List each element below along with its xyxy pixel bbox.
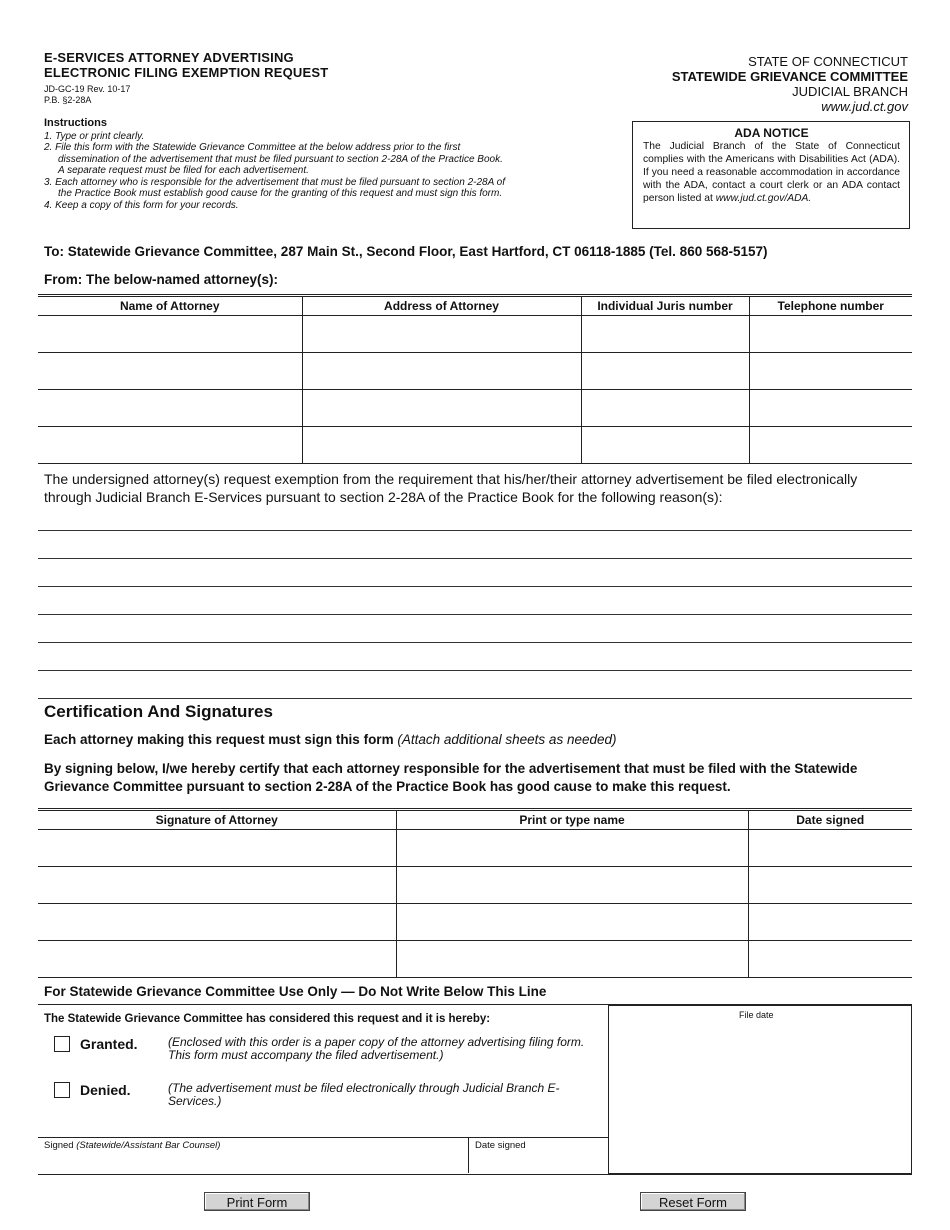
form-number-block (44, 84, 130, 106)
signature-table-header (38, 810, 912, 830)
branch-name: JUDICIAL BRANCH (792, 84, 908, 99)
form-number: JD-GC-19 Rev. 10-17 (44, 84, 131, 94)
reason-line[interactable] (38, 670, 912, 671)
committee-date-signed-field[interactable] (468, 1138, 608, 1173)
each-attorney-note (44, 732, 617, 747)
committee-use-heading: For Statewide Grievance Committee Use Only — Do Not Write Below This Line (44, 984, 547, 999)
each-attorney-bold: Each attorney making this request must sign this form (44, 732, 394, 747)
instruction-item: dissemination of the advertisement that must be filed pursuant to section 2-28A of the Practice Book. (58, 153, 503, 165)
attorney-table-header (38, 296, 912, 316)
granted-label: Granted. (80, 1036, 138, 1052)
reason-statement: The undersigned attorney(s) request exemption from the requirement that his/her/their attorney advertisement be filed electronically through Judicial Branch E-Services pursuant to section 2-28A of the Practice Book for the following reason(s): (44, 471, 858, 505)
considered-text: The Statewide Grievance Committee has considered this request and it is hereby: (44, 1013, 491, 1025)
committee-use-box (38, 1004, 912, 1175)
ada-notice (632, 121, 910, 229)
reset-form-button[interactable]: Reset Form (640, 1192, 746, 1211)
reason-line[interactable] (38, 642, 912, 643)
state-name: STATE OF CONNECTICUT (748, 54, 908, 69)
instruction-item: 3. Each attorney who is responsible for the advertisement that must be filed pursuant to section 2-28A of (44, 176, 505, 188)
file-date-label: File date (739, 1010, 774, 1020)
attorney-address-field[interactable] (302, 353, 581, 390)
print-form-button[interactable]: Print Form (204, 1192, 310, 1211)
reason-line[interactable] (38, 530, 912, 531)
telephone-field[interactable] (749, 427, 912, 464)
form-title (44, 50, 328, 80)
signed-row (38, 1137, 608, 1174)
table-row (38, 941, 912, 978)
reason-line[interactable] (38, 586, 912, 587)
committee-date-signed-label: Date signed (475, 1140, 526, 1151)
juris-number-field[interactable] (581, 353, 749, 390)
table-row (38, 390, 912, 427)
telephone-field[interactable] (749, 390, 912, 427)
table-row (38, 427, 912, 464)
signature-field[interactable] (38, 904, 396, 941)
signed-label: Signed (44, 1140, 74, 1151)
attorney-address-field[interactable] (302, 390, 581, 427)
attorney-table (38, 294, 912, 464)
attorney-name-field[interactable] (38, 353, 302, 390)
reason-line[interactable] (38, 698, 912, 699)
table-row (38, 867, 912, 904)
granted-checkbox[interactable] (54, 1036, 70, 1052)
website: www.jud.ct.gov (821, 99, 908, 114)
practice-book-rule: P.B. §2-28A (44, 95, 92, 105)
reason-line[interactable] (38, 614, 912, 615)
certification-statement: By signing below, I/we hereby certify that each attorney responsible for the advertisement that must be filed with the Statewide Grievance Committee pursuant to section 2-28A of the Practice Book has good cause to make this request. (44, 761, 858, 794)
signature-table (38, 808, 912, 978)
col-print-or-type-name: Print or type name (396, 810, 748, 830)
col-signature-of-attorney: Signature of Attorney (38, 810, 396, 830)
to-line: To: Statewide Grievance Committee, 287 Main St., Second Floor, East Hartford, CT 06118-1885 (Tel. 860 568-5157) (44, 244, 768, 259)
date-signed-field[interactable] (748, 941, 912, 978)
reason-line[interactable] (38, 558, 912, 559)
instruction-item: 2. File this form with the Statewide Grievance Committee at the below address prior to the first (44, 142, 461, 153)
from-line: From: The below-named attorney(s): (44, 272, 279, 287)
col-telephone-number: Telephone number (749, 296, 912, 316)
each-attorney-italic: (Attach additional sheets as needed) (397, 732, 617, 747)
table-row (38, 904, 912, 941)
print-name-field[interactable] (396, 904, 748, 941)
attorney-address-field[interactable] (302, 427, 581, 464)
print-name-field[interactable] (396, 941, 748, 978)
col-date-signed: Date signed (748, 810, 912, 830)
agency-block (672, 54, 908, 114)
table-row (38, 353, 912, 390)
juris-number-field[interactable] (581, 390, 749, 427)
ada-heading: ADA NOTICE (734, 126, 809, 140)
ada-link: www.jud.ct.gov/ADA. (715, 193, 812, 204)
print-name-field[interactable] (396, 830, 748, 867)
date-signed-field[interactable] (748, 867, 912, 904)
table-row (38, 316, 912, 353)
file-date-box[interactable] (608, 1005, 912, 1174)
juris-number-field[interactable] (581, 316, 749, 353)
instruction-item: 1. Type or print clearly. (44, 130, 145, 142)
col-address-of-attorney: Address of Attorney (302, 296, 581, 316)
signature-field[interactable] (38, 867, 396, 904)
denied-label: Denied. (80, 1082, 131, 1098)
instructions-heading: Instructions (44, 117, 107, 129)
telephone-field[interactable] (749, 316, 912, 353)
attorney-name-field[interactable] (38, 316, 302, 353)
telephone-field[interactable] (749, 353, 912, 390)
instruction-item: A separate request must be filed for each advertisement. (58, 165, 309, 176)
signed-field[interactable] (44, 1140, 220, 1151)
signature-field[interactable] (38, 941, 396, 978)
denied-checkbox[interactable] (54, 1082, 70, 1098)
committee-name: STATEWIDE GRIEVANCE COMMITTEE (671, 69, 908, 84)
instruction-item: 4. Keep a copy of this form for your records. (44, 199, 239, 211)
denied-description: (The advertisement must be filed electronically through Judicial Branch E-Services.) (168, 1081, 560, 1108)
attorney-address-field[interactable] (302, 316, 581, 353)
date-signed-field[interactable] (748, 830, 912, 867)
signed-role: (Statewide/Assistant Bar Counsel) (76, 1140, 221, 1151)
attorney-name-field[interactable] (38, 427, 302, 464)
form-title-line2: ELECTRONIC FILING EXEMPTION REQUEST (44, 65, 329, 80)
attorney-name-field[interactable] (38, 390, 302, 427)
print-name-field[interactable] (396, 867, 748, 904)
date-signed-field[interactable] (748, 904, 912, 941)
instruction-item: the Practice Book must establish good cause for the granting of this request and must sign this form. (58, 188, 503, 199)
ada-text: The Judicial Branch of the State of Connecticut complies with the Americans with Disabilities Act (ADA). If you need a reasonable accommodation in accordance with the ADA, contact a court clerk or an ADA contact person listed at (643, 141, 900, 204)
col-name-of-attorney: Name of Attorney (38, 296, 302, 316)
signature-field[interactable] (38, 830, 396, 867)
instructions (44, 118, 624, 211)
form-title-line1: E-SERVICES ATTORNEY ADVERTISING (44, 50, 294, 65)
table-row (38, 830, 912, 867)
juris-number-field[interactable] (581, 427, 749, 464)
col-juris-number: Individual Juris number (581, 296, 749, 316)
certification-heading: Certification And Signatures (44, 702, 273, 721)
granted-description: (Enclosed with this order is a paper copy of the attorney advertising filing form. This form must accompany the filed advertisement.) (168, 1035, 585, 1062)
